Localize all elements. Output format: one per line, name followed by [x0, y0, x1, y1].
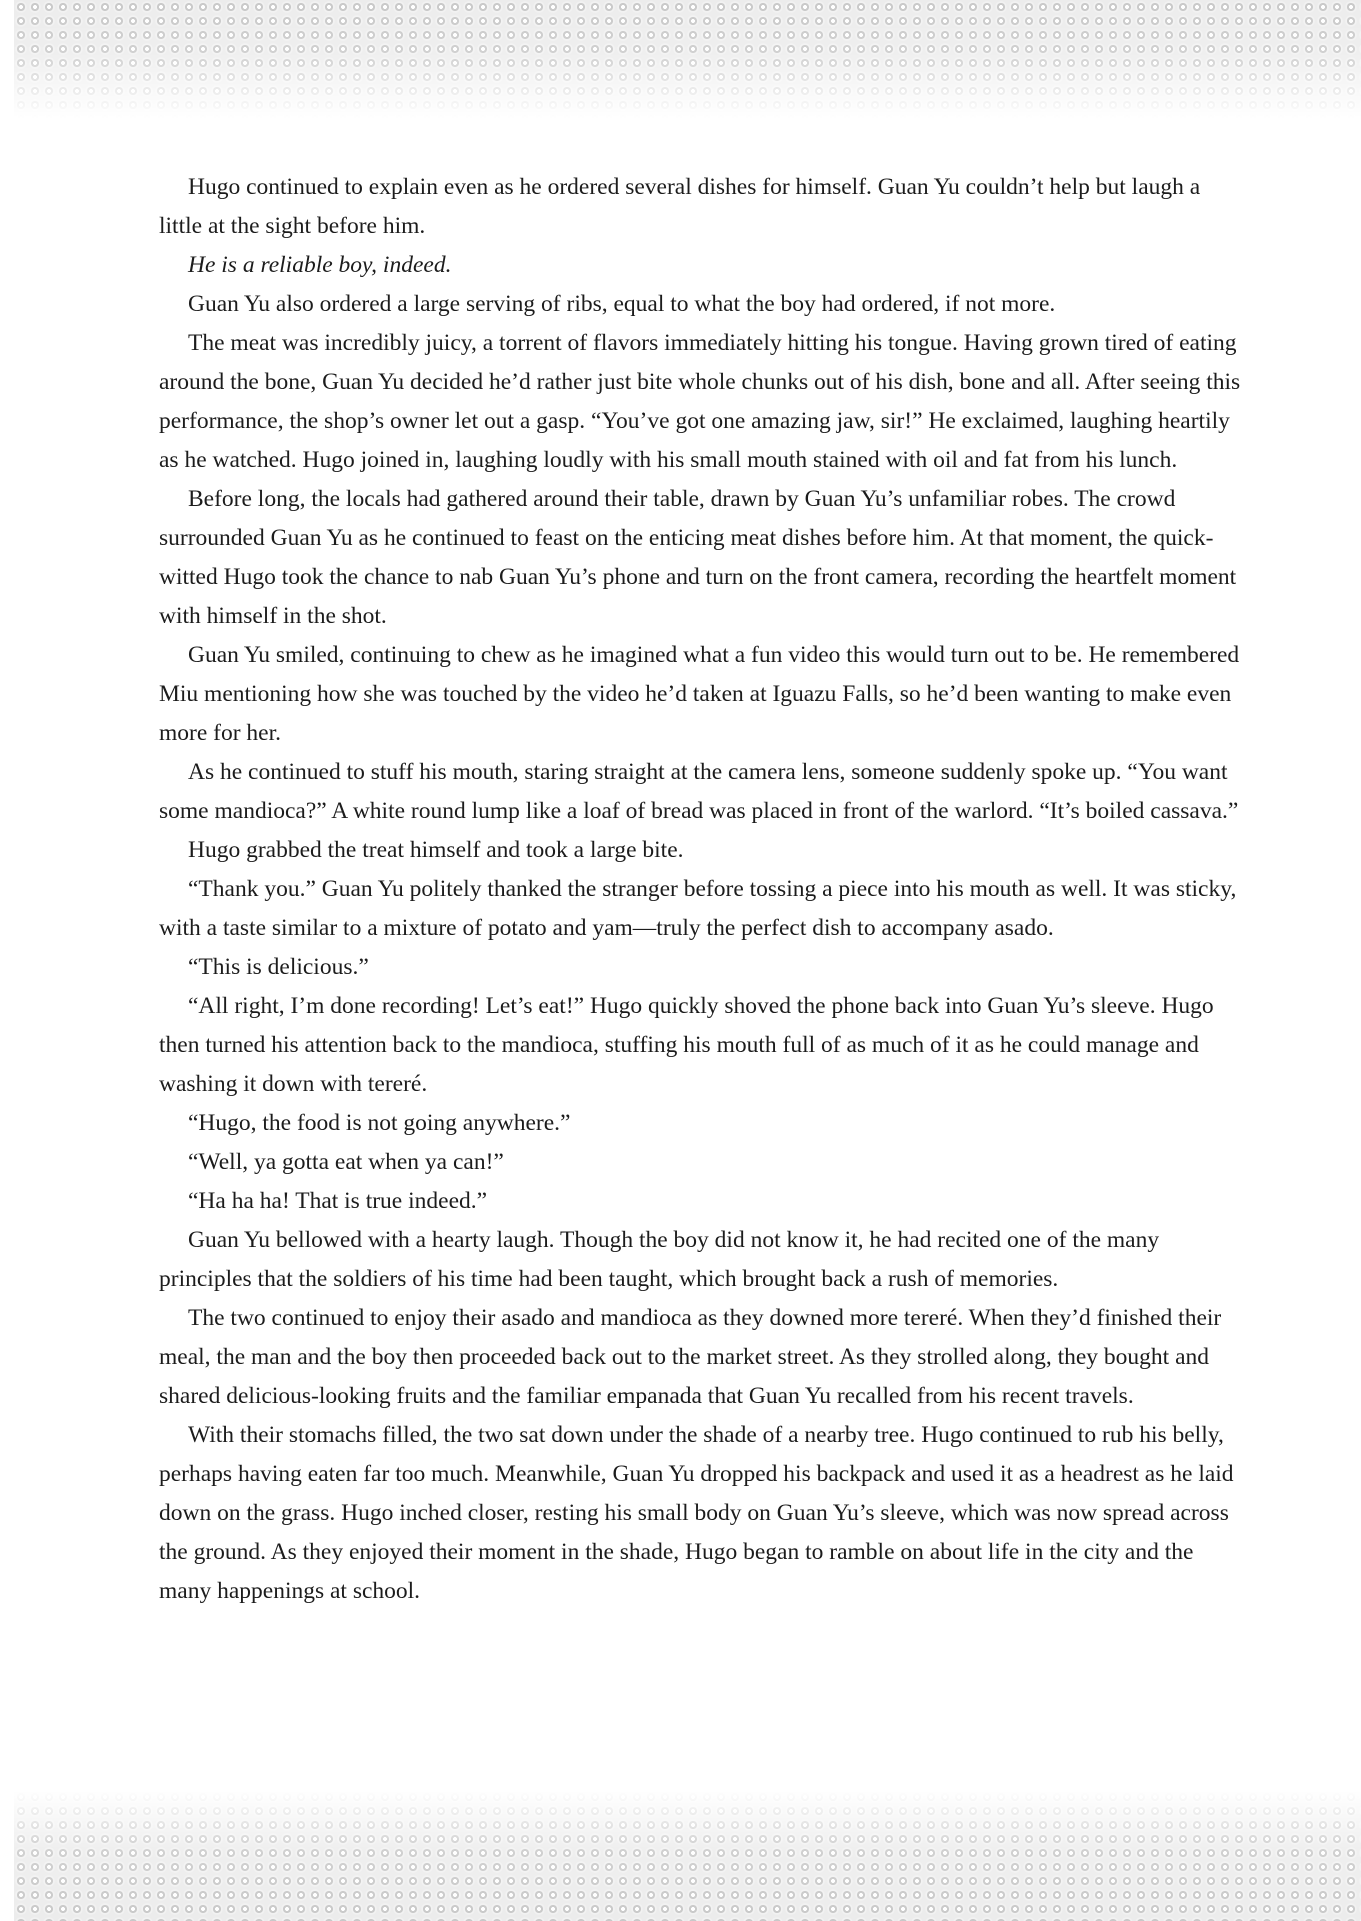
- paragraph-12: “Hugo, the food is not going anywhere.”: [188, 1110, 571, 1136]
- paragraph-14: “Ha ha ha! That is true indeed.”: [188, 1188, 488, 1214]
- page-body: [159, 168, 1246, 1611]
- paragraph-11: “All right, I’m done recording! Let’s eat!” Hugo quickly shoved the phone back into Guan Yu’s sleeve. Hugo then turned his attention back to the mandioca, stuffing his mouth full of as much of it as he could manage and washing it down with tereré.: [159, 993, 1214, 1097]
- paragraph-3: Guan Yu also ordered a large serving of ribs, equal to what the boy had ordered, if not more.: [188, 291, 1056, 317]
- paragraph-17: With their stomachs filled, the two sat down under the shade of a nearby tree. Hugo continued to rub his belly, perhaps having eaten far too much. Meanwhile, Guan Yu dropped his backpack and used it as a headrest as he laid down on the grass. Hugo inched closer, resting his small body on Guan Yu’s sleeve, which was now spread across the ground. As they enjoyed their moment in the shade, Hugo began to ramble on about life in the city and the many happenings at school.: [159, 1422, 1234, 1604]
- paragraph-16: The two continued to enjoy their asado and mandioca as they downed more tereré. When they’d finished their meal, the man and the boy then proceeded back out to the market street. As they strolled along, they bought and shared delicious-looking fruits and the familiar empanada that Guan Yu recalled from his recent travels.: [159, 1305, 1222, 1409]
- paragraph-13: “Well, ya gotta eat when ya can!”: [188, 1149, 504, 1175]
- paragraph-8: Hugo grabbed the treat himself and took a large bite.: [188, 837, 684, 863]
- footer-decorative-pattern: [14, 1790, 1361, 1921]
- paragraph-10: “This is delicious.”: [188, 954, 369, 980]
- paragraph-1: Hugo continued to explain even as he ordered several dishes for himself. Guan Yu couldn’t help but laugh a little at the sight before him.: [159, 174, 1201, 239]
- paragraph-6: Guan Yu smiled, continuing to chew as he imagined what a fun video this would turn out to be. He remembered Miu mentioning how she was touched by the video he’d taken at Iguazu Falls, so he’d been wanting to make even more for her.: [159, 642, 1240, 746]
- header-decorative-pattern: [14, 0, 1361, 118]
- paragraph-9: “Thank you.” Guan Yu politely thanked the stranger before tossing a piece into his mouth as well. It was sticky, with a taste similar to a mixture of potato and yam—truly the perfect dish to accompany asado.: [159, 876, 1237, 941]
- paragraph-7: As he continued to stuff his mouth, staring straight at the camera lens, someone suddenly spoke up. “You want some mandioca?” A white round lump like a loaf of bread was placed in front of the warlord. “It’s boiled cassava.”: [159, 759, 1239, 824]
- paragraph-5: Before long, the locals had gathered around their table, drawn by Guan Yu’s unfamiliar robes. The crowd surrounded Guan Yu as he continued to feast on the enticing meat dishes before him. At that moment, the quick-witted Hugo took the chance to nab Guan Yu’s phone and turn on the front camera, recording the heartfelt moment with himself in the shot.: [159, 486, 1237, 629]
- paragraph-15: Guan Yu bellowed with a hearty laugh. Though the boy did not know it, he had recited one of the many principles that the soldiers of his time had been taught, which brought back a rush of memories.: [159, 1227, 1160, 1292]
- paragraph-4: The meat was incredibly juicy, a torrent of flavors immediately hitting his tongue. Having grown tired of eating around the bone, Guan Yu decided he’d rather just bite whole chunks out of his dish, bone and all. After seeing this performance, the shop’s owner let out a gasp. “You’ve got one amazing jaw, sir!” He exclaimed, laughing heartily as he watched. Hugo joined in, laughing loudly with his small mouth stained with oil and fat from his lunch.: [159, 330, 1241, 473]
- paragraph-2-italic-thought: He is a reliable boy, indeed.: [188, 252, 452, 278]
